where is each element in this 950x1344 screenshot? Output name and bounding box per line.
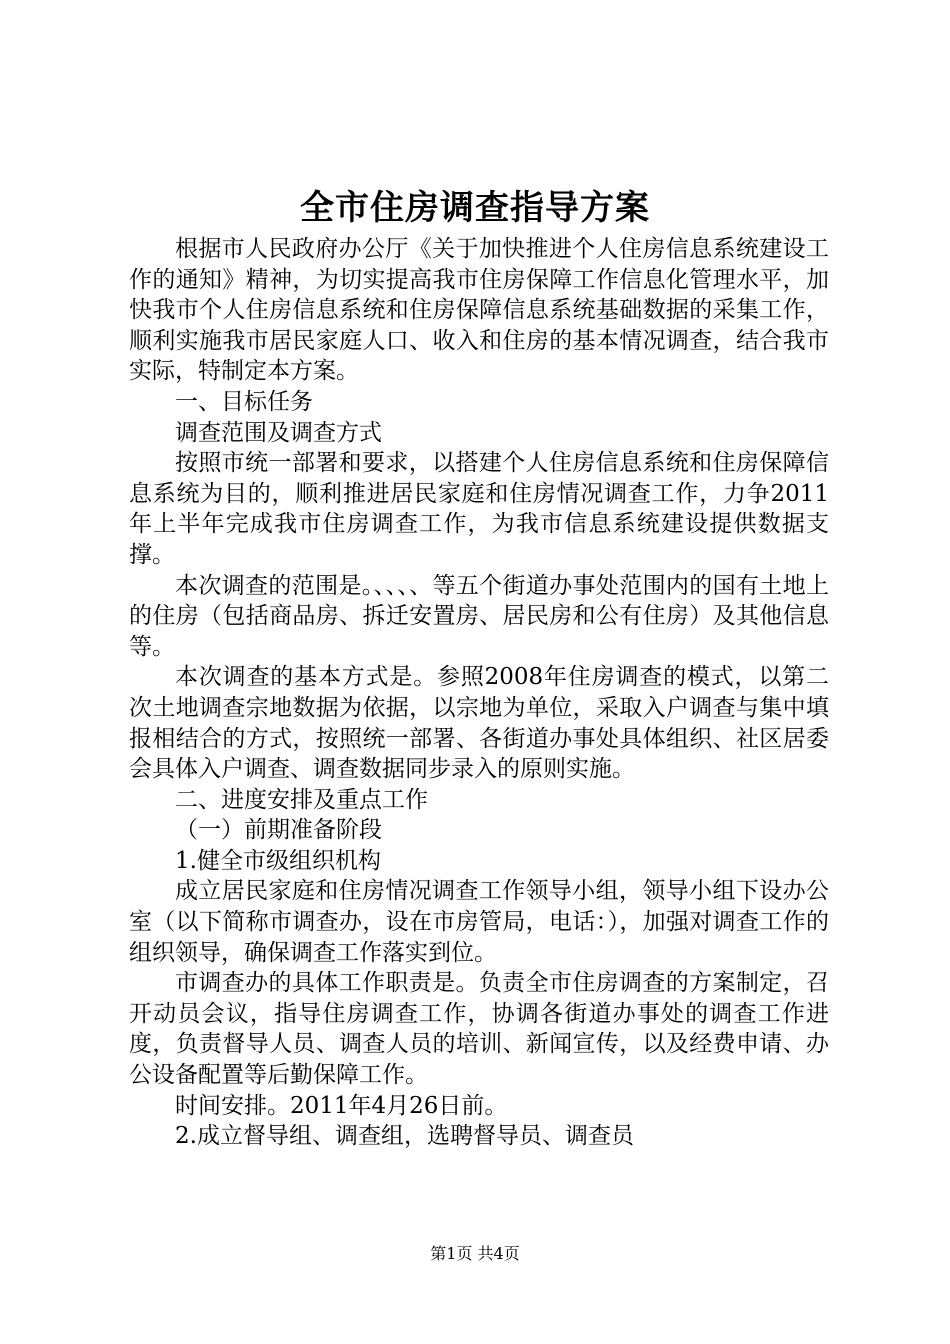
- paragraph-office-duties: 市调查办的具体工作职责是。负责全市住房调查的方案制定，召开动员会议，指导住房调查工作，协调各街道办事处的调查工作进度，负责督导人员、调查人员的培训、新闻宣传，以及经费申请、办公设备配置等后勤保障工作。: [129, 970, 829, 1089]
- paragraph-deployment: 按照市统一部署和要求，以搭建个人住房信息系统和住房保障信息系统为目的，顺利推进居民家庭和住房情况调查工作，力争2011年上半年完成我市住房调查工作，为我市信息系统建设提供数据支撑。: [129, 450, 829, 568]
- heading-schedule: 二、进度安排及重点工作: [175, 786, 428, 813]
- paragraph-intro: 根据市人民政府办公厅《关于加快推进个人住房信息系统建设工作的通知》精神，为切实提高我市住房保障工作信息化管理水平，加快我市个人住房信息系统和住房保障信息系统基础数据的采集工作，顺利实施我市居民家庭人口、收入和住房的基本情况调查，结合我市实际，特制定本方案。: [129, 236, 829, 385]
- paragraph-leadership-group: 成立居民家庭和住房情况调查工作领导小组，领导小组下设办公室（以下简称市调查办，设在市房管局，电话：），加强对调查工作的组织领导，确保调查工作落实到位。: [129, 878, 829, 966]
- heading-objectives: 一、目标任务: [175, 388, 313, 415]
- item-supervision-groups: 2.成立督导组、调查组，选聘督导员、调查员: [175, 1123, 634, 1150]
- paragraph-method: 本次调查的基本方式是。参照2008年住房调查的模式，以第二次土地调查宗地数据为依据，以宗地为单位，采取入户调查与集中填报相结合的方式，按照统一部署、各街道办事处具体组织、社区居委会具体入户调查、调查数据同步录入的原则实施。: [129, 664, 829, 783]
- subheading-scope-method: 调查范围及调查方式: [175, 419, 382, 446]
- page-number-footer: 第1页 共4页: [430, 1244, 520, 1263]
- document-body: [129, 234, 829, 1152]
- subheading-preparation: （一）前期准备阶段: [175, 817, 382, 844]
- paragraph-time-arrangement: 时间安排。2011年4月26日前。: [175, 1092, 508, 1119]
- item-organization: 1.健全市级组织机构: [175, 847, 381, 874]
- document-title: 全市住房调查指导方案: [300, 188, 650, 228]
- paragraph-scope: 本次调查的范围是。、、、、等五个街道办事处范围内的国有土地上的住房（包括商品房、拆迁安置房、居民房和公有住房）及其他信息等。: [129, 572, 829, 660]
